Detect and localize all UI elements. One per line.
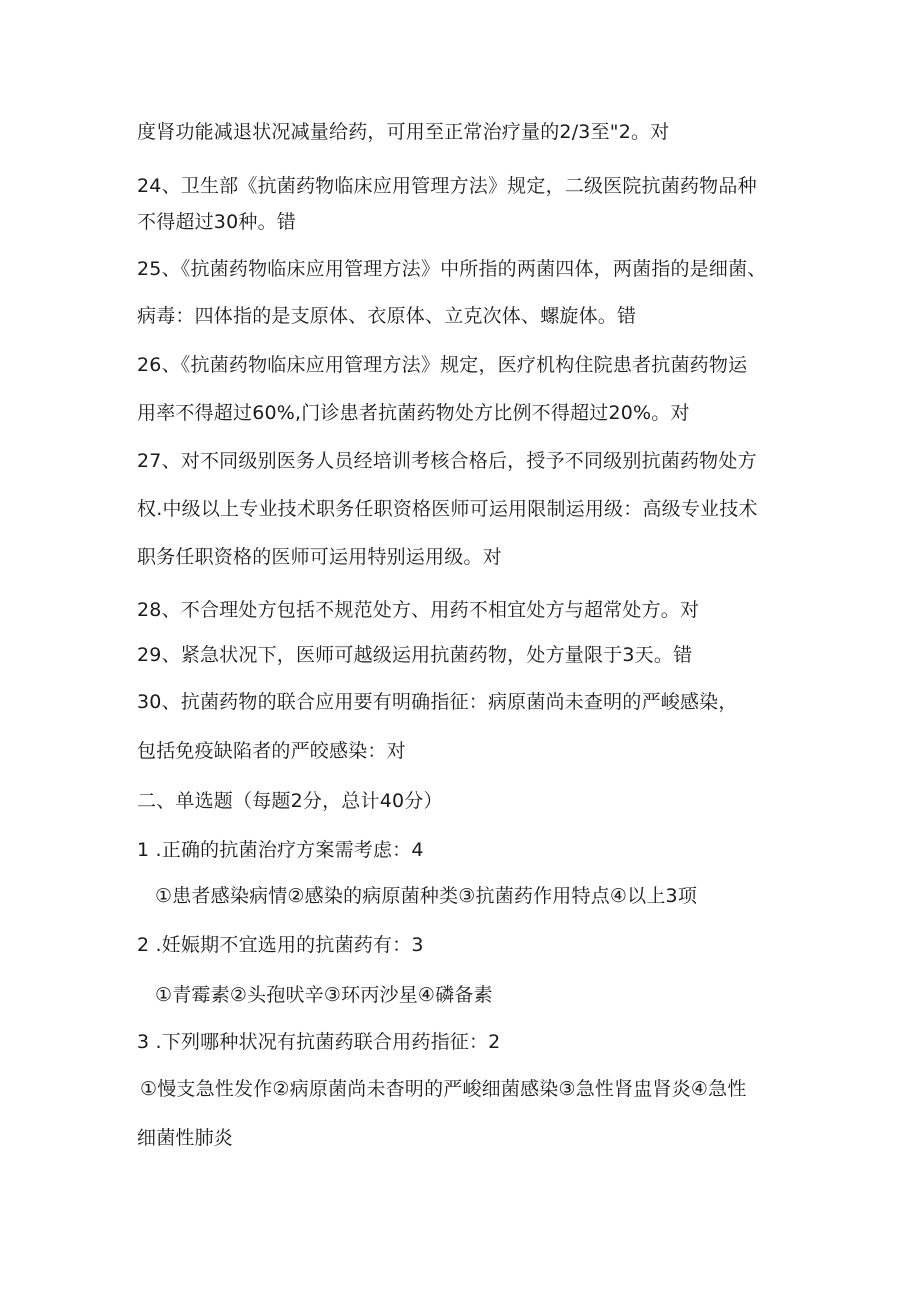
text-line-5: 病毒：四体指的是支原体、衣原体、立克次体、螺旋体。错 xyxy=(137,305,637,327)
text-line-1: 度肾功能减退状况减量给药，可用至正常治疗量的2/3至"2。对 xyxy=(137,121,670,143)
text-line-13: 30、抗菌药物的联合应用要有明确指征：病原菌尚未查明的严峻感染， xyxy=(137,691,738,713)
text-line-2: 24、卫生部《抗菌药物临床应用管理方法》规定，二级医院抗菌药物品种 xyxy=(137,175,757,197)
text-line-3: 不得超过30种。错 xyxy=(137,211,296,233)
question-1: 1 .正确的抗菌治疗方案需考虑：4 xyxy=(137,839,424,861)
text-line-8: 27、对不同级别医务人员经培训考核合格后，授予不同级别抗菌药物处方 xyxy=(137,450,757,472)
text-line-11: 28、不合理处方包括不规范处方、用药不相宜处方与超常处方。对 xyxy=(137,599,700,621)
question-3: 3 .下列哪种状况有抗菌药联合用药指征：2 xyxy=(137,1031,501,1053)
question-2: 2 .妊娠期不宜选用的抗菌药有：3 xyxy=(137,934,424,956)
text-line-6: 26、《抗菌药物临床应用管理方法》规定，医疗机构住院患者抗菌药物运 xyxy=(137,354,748,376)
section-heading: 二、单选题（每题2分，总计40分） xyxy=(137,790,443,812)
text-line-14: 包括免疫缺陷者的严皎感染：对 xyxy=(137,740,406,762)
text-line-4: 25、《抗菌药物临床应用管理方法》中所指的两菌四体，两菌指的是细菌、 xyxy=(137,258,767,280)
question-1-options: ①患者感染病情②感染的病原菌种类③抗菌药作用特点④以上3项 xyxy=(155,885,698,907)
text-line-7: 用率不得超过60%,门诊患者抗菌药物处方比例不得超过20%。对 xyxy=(137,402,690,424)
text-line-10: 职务任职资格的医师可运用特别运用级。对 xyxy=(137,546,502,568)
text-line-12: 29、紧急状况下，医师可越级运用抗菌药物，处方量限于3天。错 xyxy=(137,644,693,666)
question-2-options: ①青霉素②头孢吠辛③环丙沙星④磷备素 xyxy=(155,984,493,1006)
text-line-9: 权.中级以上专业技术职务任职资格医师可运用限制运用级：高级专业技术 xyxy=(137,498,758,520)
question-3-options: ①慢支急性发作②病原菌尚未杳明的严峻细菌感染③急性肾盅肾炎④急性 xyxy=(140,1078,747,1100)
question-3-options-cont: 细菌性肺炎 xyxy=(137,1127,234,1149)
